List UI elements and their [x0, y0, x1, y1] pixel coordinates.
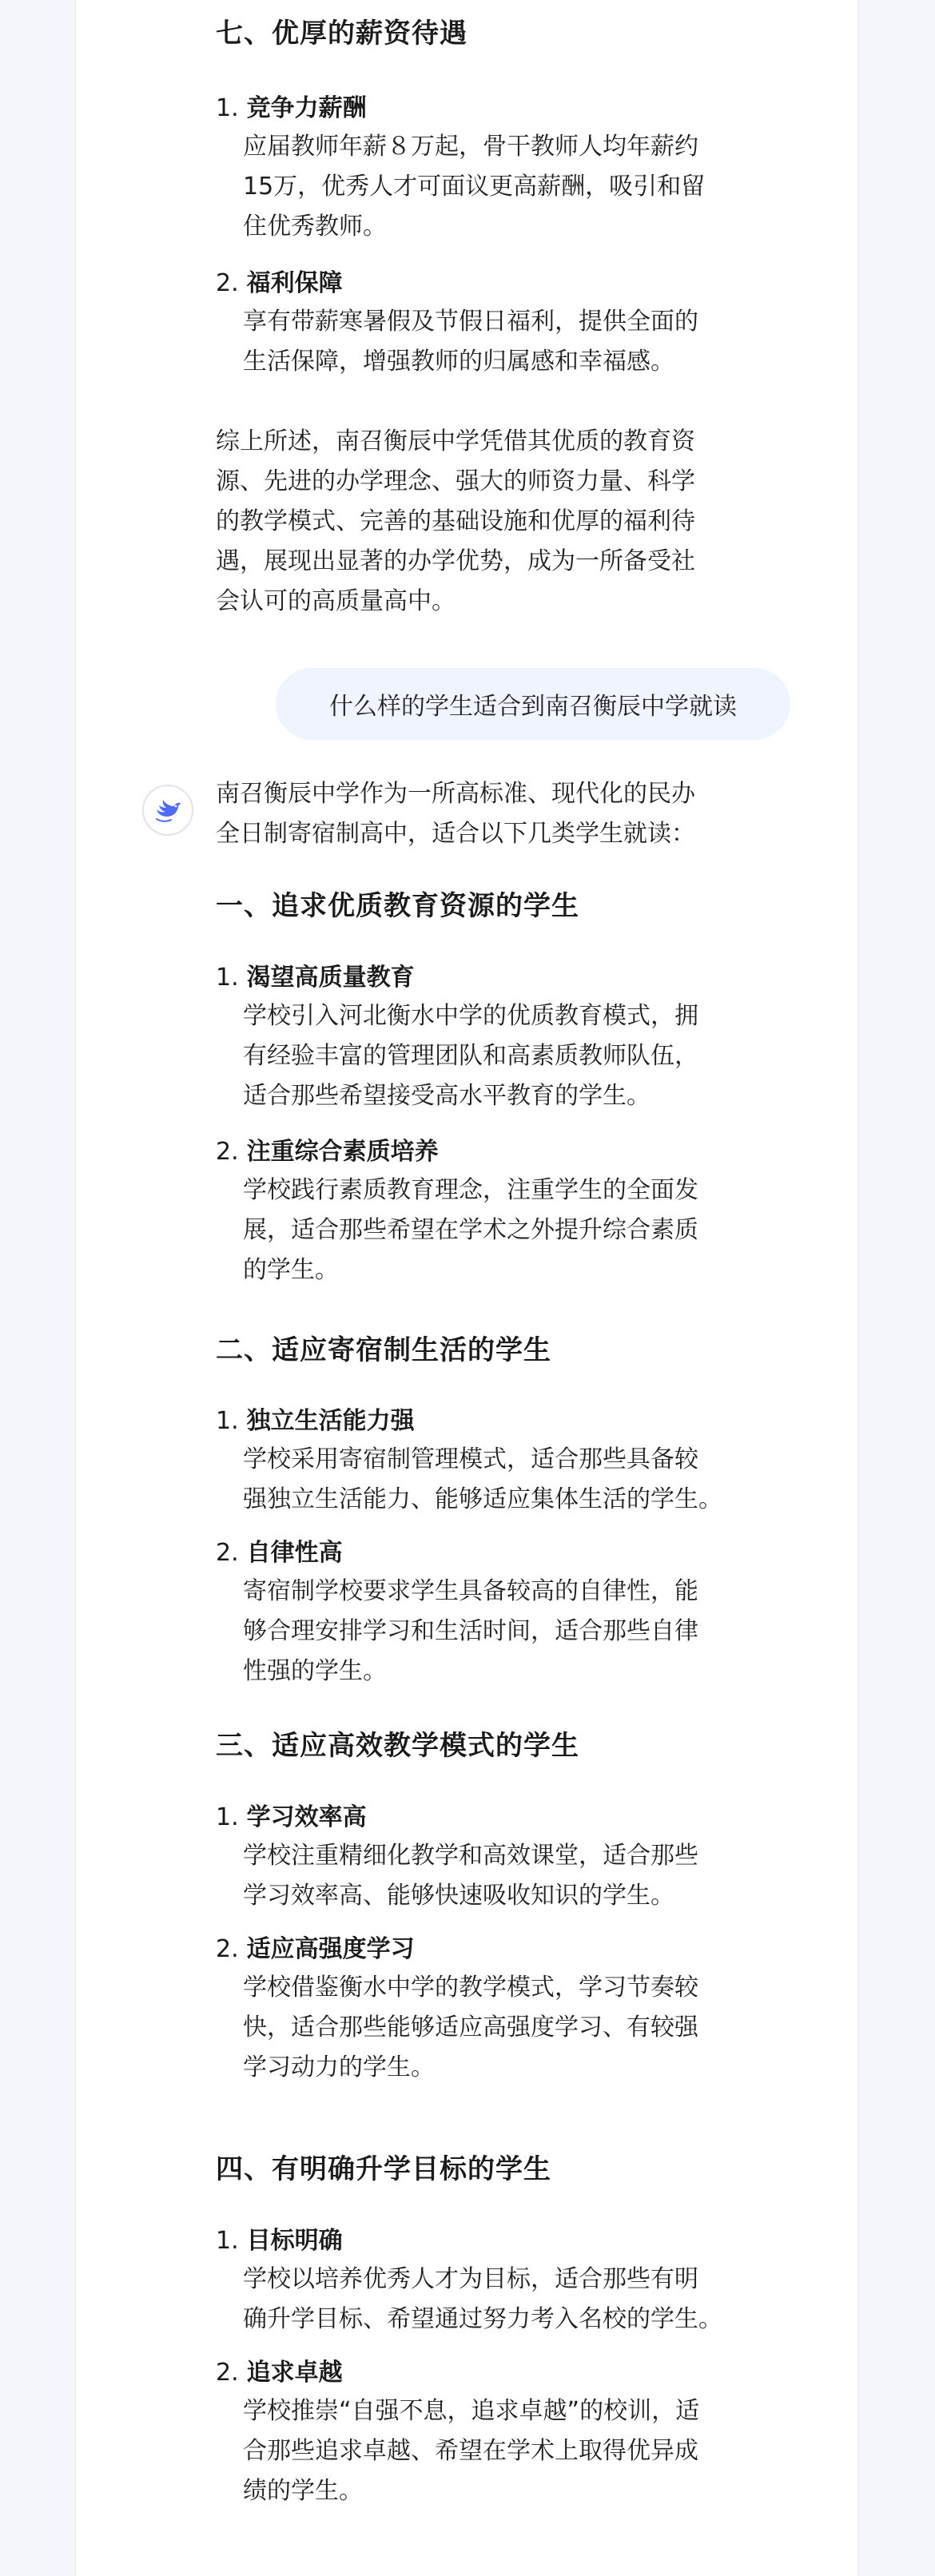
list-item-body: 学校采用寄宿制管理模式，适合那些具备较 强独立生活能力、能够适应集体生活的学生。 — [243, 1445, 722, 1513]
list-item — [216, 960, 791, 1116]
assistant-intro: 南召衡辰中学作为一所高标准、现代化的民办 全日制寄宿制高中，适合以下几类学生就读： — [216, 780, 695, 848]
list-item — [216, 1799, 791, 1916]
list-item — [216, 2223, 791, 2339]
summary-paragraph: 综上所述，南召衡辰中学凭借其优质的教育资 源、先进的办学理念、强大的师资力量、科学 的教学模式、完善的基础设施和优厚的福利待 遇，展现出显著的办学优势，成为一所备受社 会认可的高质量高中。 — [216, 427, 695, 615]
list-item-body: 学校以培养优秀人才为目标，适合那些有明 确升学目标、希望通过努力考入名校的学生。 — [243, 2265, 722, 2333]
user-message-bubble — [276, 668, 790, 740]
section-heading: 二、适应寄宿制生活的学生 — [216, 1334, 551, 1366]
list-item-body: 学校践行素质教育理念，注重学生的全面发 展，适合那些希望在学术之外提升综合素质 的学生。 — [243, 1176, 698, 1284]
list-item-body: 寄宿制学校要求学生具备较高的自律性，能 够合理安排学习和生活时间，适合那些自律 性强的学生。 — [243, 1577, 698, 1685]
user-message-text: 什么样的学生适合到南召衡辰中学就读 — [329, 693, 737, 721]
list-item-title: 2. 福利保障 — [216, 269, 343, 297]
assistant-avatar — [142, 785, 193, 836]
list-item-title: 2. 注重综合素质培养 — [216, 1138, 439, 1166]
list-item — [216, 1403, 791, 1520]
list-item — [216, 1535, 791, 1691]
list-item-title: 1. 学习效率高 — [216, 1803, 367, 1831]
list-item-title: 2. 追求卓越 — [216, 2359, 343, 2387]
list-item-title: 2. 自律性高 — [216, 1539, 343, 1567]
whale-logo-icon — [152, 797, 184, 824]
list-item-title: 1. 渴望高质量教育 — [216, 964, 415, 992]
list-item — [216, 90, 791, 247]
list-item — [216, 265, 791, 382]
list-item — [216, 1134, 791, 1290]
list-item-body: 应届教师年薪８万起，骨干教师人均年薪约 15万，优秀人才可面议更高薪酬，吸引和留 住优秀教师。 — [243, 133, 706, 241]
list-item — [216, 2355, 791, 2511]
list-item-title: 1. 竞争力薪酬 — [216, 94, 367, 122]
list-item-body: 享有带薪寒暑假及节假日福利，提供全面的 生活保障，增强教师的归属感和幸福感。 — [243, 308, 698, 376]
list-item-body: 学校推崇“自强不息，追求卓越”的校训，适 合那些追求卓越、希望在学术上取得优异成 绩的学生。 — [243, 2397, 700, 2505]
section-heading: 一、追求优质教育资源的学生 — [216, 890, 579, 922]
list-item-title: 1. 独立生活能力强 — [216, 1407, 415, 1435]
list-item-body: 学校注重精细化教学和高效课堂，适合那些 学习效率高、能够快速吸收知识的学生。 — [243, 1842, 698, 1910]
list-item-body: 学校借鉴衡水中学的教学模式，学习节奏较 快，适合那些能够适应高强度学习、有较强 学习动力的学生。 — [243, 1974, 698, 2081]
list-item-body: 学校引入河北衡水中学的优质教育模式，拥 有经验丰富的管理团队和高素质教师队伍， 适合那些希望接受高水平教育的学生。 — [243, 1002, 698, 1110]
list-item-title: 1. 目标明确 — [216, 2227, 343, 2255]
section-heading: 三、适应高效教学模式的学生 — [216, 1730, 579, 1762]
list-item — [216, 1931, 791, 2088]
list-item-title: 2. 适应高强度学习 — [216, 1935, 415, 1963]
section-heading: 四、有明确升学目标的学生 — [216, 2153, 551, 2185]
section-heading: 七、优厚的薪资待遇 — [216, 18, 468, 50]
